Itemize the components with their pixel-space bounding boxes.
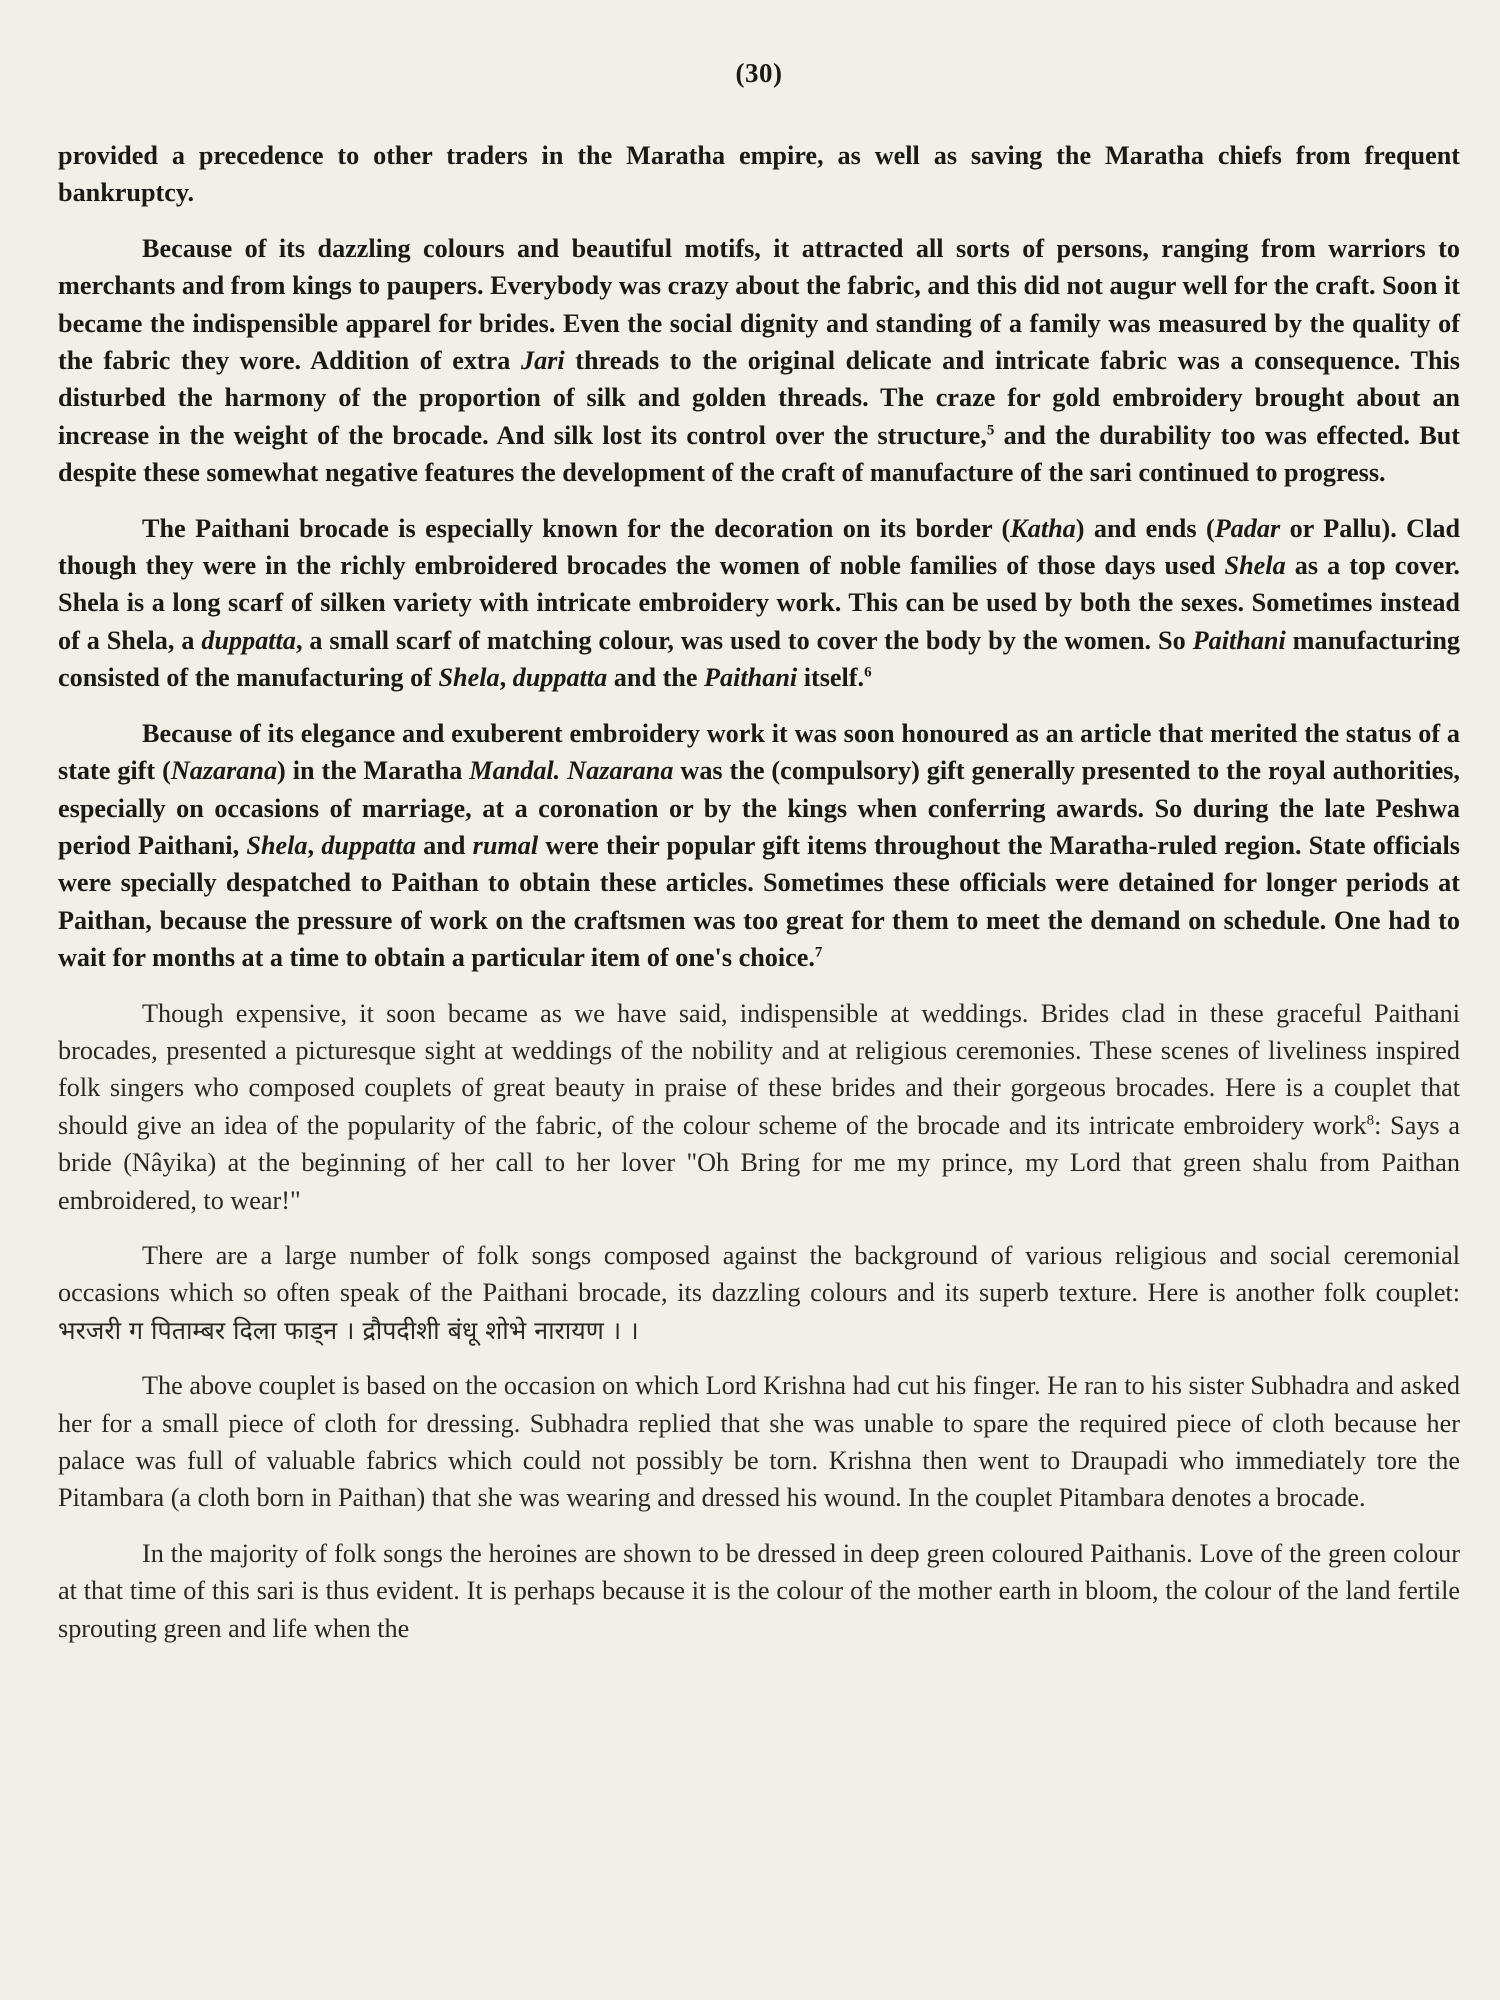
italic-term: duppatta <box>201 625 296 655</box>
text-run: manufacturing consisted of the manufacturing of <box>58 625 1460 693</box>
text-run: ) in the Maratha <box>277 756 470 786</box>
italic-term: Paithani <box>1192 625 1286 655</box>
text-run: There are a large number of folk songs composed against the background of various religious and social ceremonial occasions which so often speak of the Paithani brocade, its dazzling colours and its superb texture. Here is another folk couplet: <box>58 1240 1460 1308</box>
text-run: The Paithani brocade is especially known for the decoration on its border ( <box>142 513 1011 543</box>
footnote-ref: 6 <box>864 664 872 681</box>
italic-term: rumal <box>472 830 539 860</box>
paragraph <box>58 715 1460 977</box>
italic-term: Nazarana <box>170 756 278 786</box>
text-run: ) and ends ( <box>1075 513 1215 543</box>
text-run: was the (compulsory) gift generally presented to the royal authorities, especially on occasions of marriage, at a coronation or by the kings when conferring awards. So during the late Peshwa period Paithani, <box>58 756 1460 860</box>
italic-term: Katha <box>1010 513 1076 543</box>
text-run: The above couplet is based on the occasion on which Lord Krishna had cut his finger. He ran to his sister Subhadra and asked her for a small piece of cloth for dressing. Subhadra replied that she was unable to spare the required piece of cloth because her palace was full of valuable fabrics which could not possibly be torn. Krishna then went to Draupadi who immediately tore the Pitambara (a cloth born in Paithan) that she was wearing and dressed his wound. In the couplet Pitambara denotes a brocade. <box>58 1371 1460 1513</box>
italic-term: Padar <box>1214 513 1281 543</box>
text-run: , <box>307 830 322 860</box>
italic-term: duppatta <box>512 663 608 693</box>
italic-term: Shela <box>246 830 308 860</box>
footnote-ref: 5 <box>986 422 995 439</box>
text-run: and the <box>607 663 705 693</box>
italic-term: Shela <box>1224 551 1286 581</box>
text-run: or Pallu). Clad though they were in the richly embroidered brocades the women of noble families of those days used <box>58 513 1461 581</box>
text-run: , a small scarf of matching colour, was used to cover the body by the women. So <box>295 625 1193 655</box>
paragraph <box>58 137 1460 212</box>
paragraph <box>58 1367 1460 1517</box>
italic-term: Jari <box>520 346 565 376</box>
paragraph <box>58 230 1460 492</box>
devanagari-couplet: भरजरी ग पिताम्बर दिला फाड्न । द्रौपदीशी बंधू शोभे नारायण । । <box>58 1315 639 1345</box>
footnote-ref: 8 <box>1366 1112 1375 1129</box>
italic-term: Shela <box>438 663 500 693</box>
text-run: as a top cover. Shela is a long scarf of silken variety with intricate embroidery work. This can be used by both the sexes. Sometimes instead of a Shela, a <box>58 551 1460 655</box>
italic-term: Paithani <box>704 663 798 693</box>
paragraph <box>58 1237 1460 1349</box>
text-run: Because of its dazzling colours and beautiful motifs, it attracted all sorts of persons, ranging from warriors to merchants and from kings to paupers. Everybody was crazy about the fabric, and this did not augur well for the craft. Soon it became the indispensible apparel for brides. Even the social dignity and standing of a family was measured by the quality of the fabric they wore. Addition of extra <box>58 233 1460 376</box>
text-run: itself. <box>797 663 865 693</box>
italic-term: duppatta <box>321 830 416 860</box>
text-run: , <box>499 663 513 693</box>
body-text <box>58 137 1460 1647</box>
text-run: and <box>415 830 473 860</box>
italic-term: Mandal. Nazarana <box>469 756 674 786</box>
text-run: In the majority of folk songs the heroines are shown to be dressed in deep green coloured Paithanis. Love of the green colour at that time of this sari is thus evident. It is perhaps because it is the colour of the mother earth in bloom, the colour of the land fertile sprouting green and life when the <box>58 1538 1460 1643</box>
text-run: were their popular gift items throughout the Maratha-ruled region. State officials were specially despatched to Paithan to obtain these articles. Sometimes these officials were detained for longer periods at Paithan, because the pressure of work on the craftsmen was too great for them to meet the demand on schedule. One had to wait for months at a time to obtain a particular item of one's choice. <box>58 830 1460 973</box>
page-number: (30) <box>735 58 783 88</box>
paragraph <box>58 1535 1460 1647</box>
text-run: threads to the original delicate and intricate fabric was a consequence. This disturbed the harmony of the proportion of silk and golden threads. The craze for gold embroidery brought about an increase in the weight of the brocade. And silk lost its control over the structure, <box>58 346 1460 450</box>
text-run: Though expensive, it soon became as we have said, indispensible at weddings. Brides clad in these graceful Paithani brocades, presented a picturesque sight at weddings of the nobility and at religious ceremonies. These scenes of liveliness inspired folk singers who composed couplets of great beauty in praise of these brides and their gorgeous brocades. Here is a couplet that should give an idea of the popularity of the fabric, of the colour scheme of the brocade and its intricate embroidery work <box>58 998 1460 1140</box>
text-run: provided a precedence to other traders in the Maratha empire, as well as saving the Maratha chiefs from frequent bankruptcy. <box>58 141 1460 208</box>
text-run: : Says a bride (Nâyika) at the beginning of her call to her lover "Oh Bring for me my prince, my Lord that green shalu from Paithan embroidered, to wear!" <box>58 1110 1460 1215</box>
text-run: Because of its elegance and exuberent embroidery work it was soon honoured as an article that merited the status of a state gift ( <box>58 718 1460 786</box>
footnote-ref: 7 <box>814 944 823 961</box>
text-run: and the durability too was effected. But despite these somewhat negative features the development of the craft of manufacture of the sari continued to progress. <box>58 420 1460 488</box>
paragraph <box>58 995 1460 1219</box>
paragraph <box>58 510 1460 697</box>
